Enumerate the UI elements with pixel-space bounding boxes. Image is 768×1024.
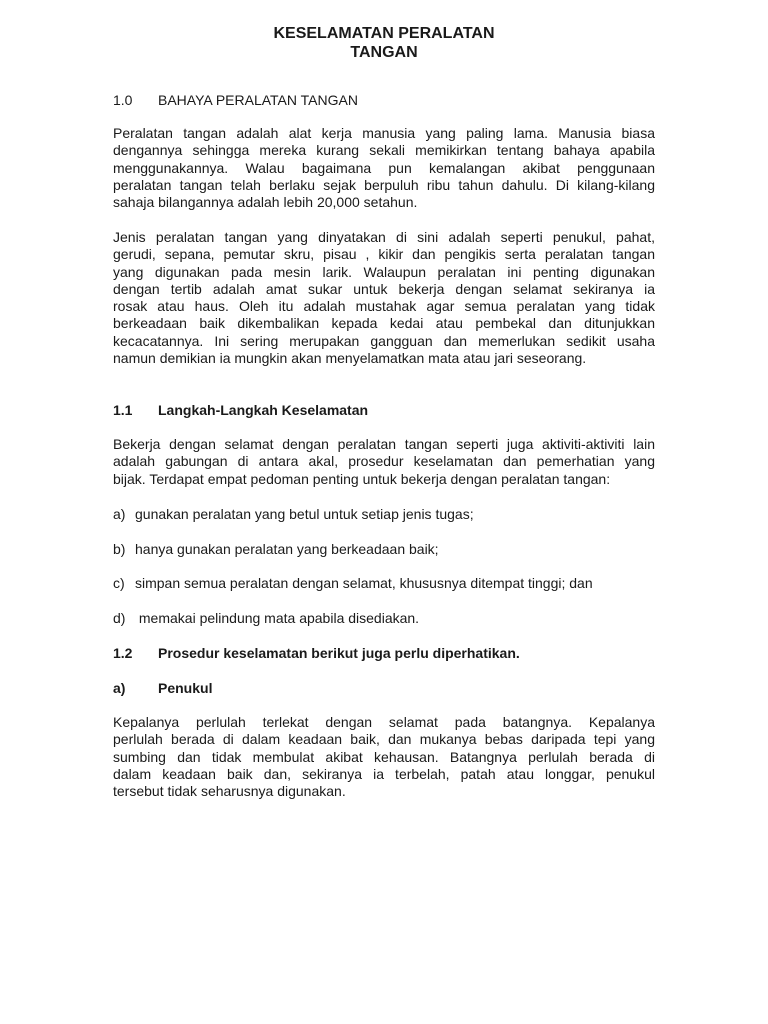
list-text: simpan semua peralatan dengan selamat, khususnya ditempat tinggi; dan bbox=[135, 575, 593, 591]
list-item-a bbox=[113, 506, 474, 523]
paragraph-line: peralatan tangan telah berlaku sejak berpuluh ribu tahun dahulu. Di kilang-kilang bbox=[113, 176, 655, 193]
paragraph-line: Bekerja dengan selamat dengan peralatan tangan seperti juga aktiviti-aktiviti lain bbox=[113, 436, 655, 452]
list-marker: b) bbox=[113, 541, 126, 557]
section-1-2-heading bbox=[113, 645, 520, 662]
list-marker: d) bbox=[113, 610, 126, 626]
paragraph-line: perlulah berada di dalam keadaan baik, dan mukanya bebas daripada tepi yang bbox=[113, 731, 655, 748]
paragraph-line: berkeadaan baik dikembalikan kepada kedai atau pembekal dan ditunjukkan bbox=[113, 315, 655, 332]
section-1-0-paragraph-2 bbox=[113, 229, 655, 367]
paragraph-line: tersebut tidak seharusnya digunakan. bbox=[113, 783, 346, 800]
list-item-d bbox=[113, 610, 419, 627]
section-1-0-heading bbox=[113, 92, 358, 109]
paragraph-line: kecacatannya. Ini sering merupakan gangguan dan memerlukan sedikit usaha bbox=[113, 332, 655, 349]
paragraph-line: sumbing dan tidak membulat akibat kehausan. Batangnya perlulah berada di bbox=[113, 748, 655, 765]
subsection-title: Penukul bbox=[158, 680, 213, 696]
paragraph-line: menggunakannya. Walau bagaimana pun kemalangan akibat penggunaan bbox=[113, 159, 655, 176]
subsection-number: a) bbox=[113, 680, 126, 696]
list-marker: a) bbox=[113, 506, 126, 522]
section-number: 1.2 bbox=[113, 645, 133, 661]
paragraph-line: gerudi, sepana, pemutar skru, pisau , kikir dan pengikis serta peralatan tangan bbox=[113, 246, 655, 263]
section-title: Prosedur keselamatan berikut juga perlu diperhatikan. bbox=[158, 645, 520, 661]
section-title: BAHAYA PERALATAN TANGAN bbox=[158, 92, 358, 108]
section-title: Langkah-Langkah Keselamatan bbox=[158, 402, 369, 418]
list-text: memakai pelindung mata apabila disediakan. bbox=[135, 610, 420, 626]
paragraph-line: dengan tertib adalah amat sukar untuk bekerja dengan selamat sekiranya ia bbox=[113, 280, 655, 297]
paragraph-line: Jenis peralatan tangan yang dinyatakan di sini adalah seperti penukul, pahat, bbox=[113, 229, 655, 245]
subsection-a-heading bbox=[113, 680, 212, 697]
paragraph-line: rosak atau haus. Oleh itu adalah mustahak agar semua peralatan yang tidak bbox=[113, 298, 655, 315]
title-line-1: KESELAMATAN PERALATAN bbox=[273, 25, 495, 42]
list-item-b bbox=[113, 541, 439, 558]
paragraph-line: sahaja bilangannya adalah lebih 20,000 setahun. bbox=[113, 194, 418, 211]
list-marker: c) bbox=[113, 575, 125, 591]
list-text: gunakan peralatan yang betul untuk setiap jenis tugas; bbox=[135, 506, 474, 522]
paragraph-line: bijak. Terdapat empat pedoman penting untuk bekerja dengan peralatan tangan: bbox=[113, 470, 611, 487]
section-1-1-paragraph bbox=[113, 436, 655, 488]
paragraph-line: dalam keadaan baik dan, sekiranya ia terbelah, patah atau longgar, penukul bbox=[113, 765, 655, 782]
subsection-a-paragraph bbox=[113, 714, 655, 800]
section-1-1-heading bbox=[113, 402, 368, 419]
paragraph-line: namun demikian ia mungkin akan menyelamatkan mata atau jari seseorang. bbox=[113, 350, 587, 367]
section-number: 1.0 bbox=[113, 92, 133, 108]
title-line-2: TANGAN bbox=[350, 44, 418, 61]
document-title bbox=[0, 24, 768, 62]
paragraph-line: adalah gabungan di antara akal, prosedur keselamatan dan pemerhatian yang bbox=[113, 453, 655, 470]
list-text: hanya gunakan peralatan yang berkeadaan baik; bbox=[135, 541, 439, 557]
section-number: 1.1 bbox=[113, 402, 133, 418]
list-item-c bbox=[113, 575, 593, 592]
paragraph-line: Kepalanya perlulah terlekat dengan selamat pada batangnya. Kepalanya bbox=[113, 714, 655, 730]
paragraph-line: yang digunakan pada mesin larik. Walaupun peralatan ini penting digunakan bbox=[113, 263, 655, 280]
section-1-0-paragraph-1 bbox=[113, 125, 655, 211]
paragraph-line: dengannya sehingga mereka kurang sekali memikirkan tentang bahaya apabila bbox=[113, 142, 655, 159]
paragraph-line: Peralatan tangan adalah alat kerja manusia yang paling lama. Manusia biasa bbox=[113, 125, 655, 141]
